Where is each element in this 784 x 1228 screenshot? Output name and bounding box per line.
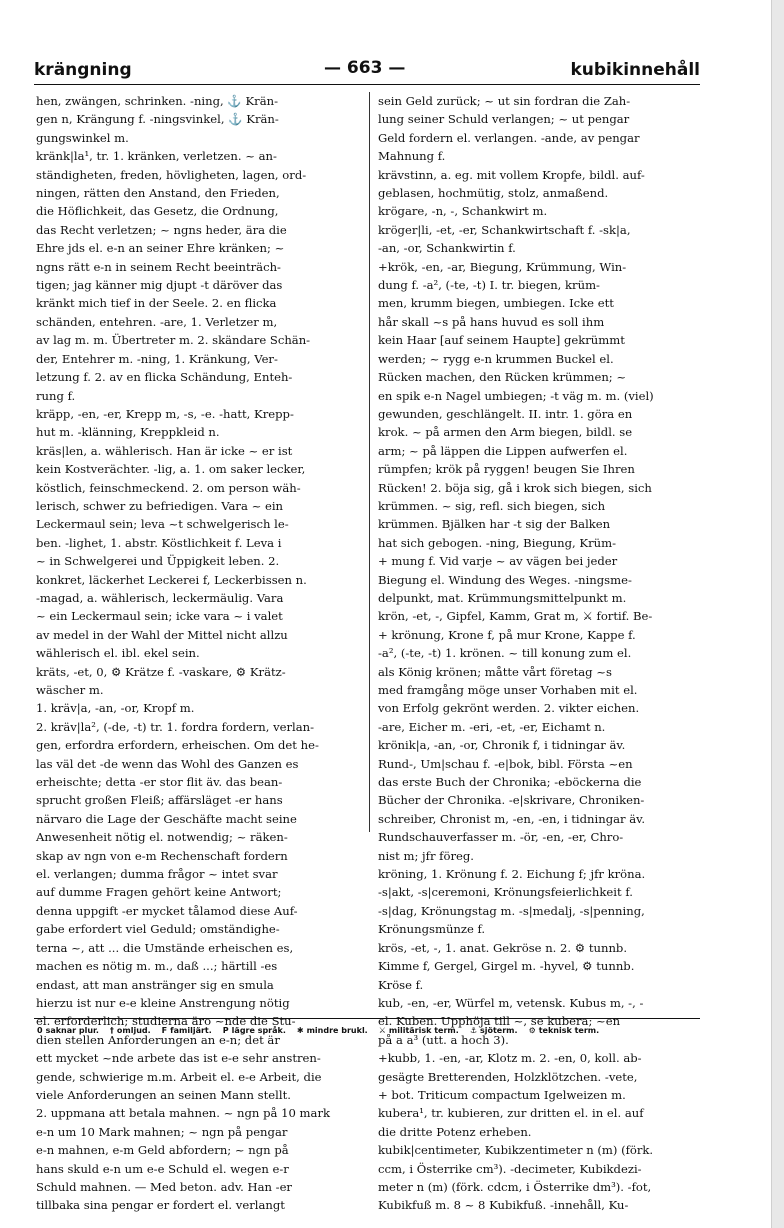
dictionary-line: von Erfolg gekrönt werden. 2. vikter eichen. [378, 701, 640, 716]
dictionary-line: wäscher m. [36, 683, 104, 697]
legend-label: saknar plur. [45, 1026, 99, 1035]
dictionary-line: sprucht großen Fleiß; affärsläget -er hans [36, 793, 283, 808]
dictionary-line: denna uppgift -er mycket tålamod diese Auf- [36, 903, 298, 918]
dictionary-line: krok. ~ på armen den Arm biegen, bildl. se [378, 425, 633, 440]
dictionary-line: Rundschauverfasser m. -ör, -en, -er, Chro- [378, 830, 624, 845]
dictionary-line: der, Entehrer m. -ning, 1. Kränkung, Ver- [36, 351, 278, 366]
dictionary-line: hen, zwängen, schrinken. -ning, ⚓ Krän- [36, 94, 279, 108]
dictionary-line: krögare, -n, -, Schankwirt m. [378, 204, 548, 219]
dictionary-line: kröger|li, -et, -er, Schankwirtschaft f. -sk|a, [378, 222, 631, 237]
dictionary-line: rung f. [36, 388, 76, 403]
dictionary-line: wählerisch el. ibl. ekel sein. [36, 646, 200, 661]
dictionary-line: 1. kräv|a, -an, -or, Kropf m. [36, 701, 195, 716]
dictionary-line: rümpfen; krök på ryggen! beugen Sie Ihren [378, 462, 635, 477]
legend-item [34, 1025, 99, 1036]
scan-edge [771, 0, 784, 1228]
dictionary-line: + bot. Triticum compactum Igelweizen m. [378, 1087, 626, 1102]
dictionary-line: Kröse f. [378, 977, 424, 992]
dictionary-line: konkret, läckerhet Leckerei f, Leckerbissen n. [36, 572, 307, 587]
dictionary-line: kröning, 1. Krönung f. 2. Eichung f; jfr kröna. [378, 867, 646, 882]
legend-label: militärisk term. [388, 1026, 459, 1035]
legend-symbol: ⚔ [378, 1026, 386, 1035]
column-divider [369, 92, 370, 832]
dictionary-line: Ehre jds el. e-n an seiner Ehre kränken; ~ [36, 241, 285, 256]
dictionary-line: als König krönen; måtte vårt företag ~s [378, 664, 612, 679]
header-headword-right: kubikinnehåll [570, 60, 700, 80]
page-header [34, 58, 700, 85]
dictionary-line: ccm, i Österrike cm³). -decimeter, Kubikdezi- [378, 1161, 642, 1176]
dictionary-line: tillbaka sina pengar er fordert el. verlangt [36, 1198, 285, 1213]
abbreviation-legend [34, 1018, 700, 1045]
dictionary-line: ~ ein Leckermaul sein; icke vara ~ i valet [36, 609, 283, 624]
dictionary-line: hans skuld e-n um e-e Schuld el. wegen e-r [36, 1161, 289, 1176]
legend-item [376, 1025, 459, 1036]
dictionary-line: hierzu ist nur e-e kleine Anstrengung nötig [36, 995, 290, 1010]
dictionary-line: Schuld mahnen. — Med beton. adv. Han -er [36, 1179, 292, 1194]
legend-symbol: 0 [37, 1026, 43, 1035]
dictionary-line: erheischte; detta -er stor flit äv. das bean- [36, 775, 283, 790]
dictionary-line: gen n, Krängung f. -ningsvinkel, ⚓ Krän- [36, 112, 279, 127]
dictionary-line: -s|akt, -s|ceremoni, Krönungsfeierlichkeit f. [378, 885, 633, 900]
legend-label: omljud. [116, 1026, 151, 1035]
dictionary-line: sein Geld zurück; ~ ut sin fordran die Zah- [378, 94, 631, 108]
dictionary-line: hut m. -klänning, Kreppkleid n. [36, 425, 220, 440]
dictionary-line: krönik|a, -an, -or, Chronik f, i tidningar äv. [378, 738, 626, 753]
dictionary-line: +kubb, 1. -en, -ar, Klotz m. 2. -en, 0, koll. ab- [378, 1051, 642, 1066]
page-number: — 663 — [324, 58, 406, 78]
dictionary-line: -s|dag, Krönungstag m. -s|medalj, -s|penning, [378, 903, 645, 918]
dictionary-line: el. Kuben. Upphöja till ~, se kubera; ~en [378, 1014, 621, 1029]
legend-item [294, 1025, 368, 1036]
dictionary-line: gabe erfordert viel Geduld; omständighe- [36, 922, 280, 937]
dictionary-line: letzung f. 2. av en flicka Schändung, Enteh- [36, 370, 293, 385]
dictionary-line: Anwesenheit nötig el. notwendig; ~ räken- [36, 830, 288, 845]
legend-symbol: ⚓ [469, 1026, 477, 1035]
legend-label: sjöterm. [479, 1026, 518, 1035]
dictionary-line: auf dumme Fragen gehört keine Antwort; [36, 885, 282, 900]
legend-label: lägre språk. [231, 1026, 286, 1035]
dictionary-line: kräs|len, a. wählerisch. Han är icke ~ er ist [36, 443, 293, 458]
dictionary-line: gungswinkel m. [36, 130, 129, 145]
dictionary-line: el. verlangen; dumma frågor ~ intet svar [36, 867, 278, 882]
dictionary-line: dien stellen Anforderungen an e-n; det är [36, 1032, 280, 1047]
legend-item [159, 1025, 212, 1036]
dictionary-line: ningen, rätten den Anstand, den Frieden, [36, 186, 280, 201]
dictionary-line: Rücken! 2. böja sig, gå i krok sich biegen, sich [378, 480, 652, 495]
dictionary-line: en spik e-n Nagel umbiegen; -t väg m. m. (viel) [378, 388, 654, 403]
dictionary-line: tigen; jag känner mig djupt -t däröver das [36, 278, 283, 293]
dictionary-line: ben. -lighet, 1. abstr. Köstlichkeit f. Leva i [36, 535, 282, 550]
dictionary-line: lerisch, schwer zu befriedigen. Vara ~ ein [36, 498, 284, 513]
dictionary-line: Bücher der Chronika. -e|skrivare, Chroniken- [378, 793, 645, 808]
dictionary-line: Biegung el. Windung des Weges. -ningsme- [378, 572, 632, 587]
dictionary-line: das Recht verletzen; ~ ngns heder, ära die [36, 222, 287, 237]
dictionary-line: + krönung, Krone f, på mur Krone, Kappe f. [378, 627, 636, 642]
dictionary-line: med framgång möge unser Vorhaben mit el. [378, 683, 638, 697]
dictionary-line: gen, erfordra erfordern, erheischen. Om det he- [36, 738, 319, 753]
legend-item [107, 1025, 151, 1036]
legend-symbol: F [161, 1026, 168, 1035]
dictionary-line: das erste Buch der Chronika; -eböckerna die [378, 775, 642, 790]
dictionary-line: endast, att man anstränger sig en smula [36, 977, 274, 992]
dictionary-line: kubik|centimeter, Kubikzentimeter n (m) (förk. [378, 1143, 654, 1158]
dictionary-line: gewunden, geschlängelt. II. intr. 1. göra en [378, 406, 633, 421]
dictionary-line: krümmen. Bjälken har -t sig der Balken [378, 517, 611, 532]
dictionary-line: hat sich gebogen. -ning, Biegung, Krüm- [378, 535, 617, 550]
dictionary-line: schreiber, Chronist m, -en, -en, i tidningar äv. [378, 811, 646, 826]
dictionary-line: meter n (m) (förk. cdcm, i Österrike dm³). -fot, [378, 1179, 652, 1194]
dictionary-line: ständigheten, freden, hövligheten, lagen, ord- [36, 167, 307, 182]
dictionary-line: kein Haar [auf seinem Haupte] gekrümmt [378, 333, 625, 348]
dictionary-line: Kimme f, Gergel, Girgel m. -hyvel, ⚙ tunnb. [378, 959, 635, 974]
legend-symbol: ✱ [296, 1026, 304, 1035]
dictionary-line: delpunkt, mat. Krümmungsmittelpunkt m. [378, 590, 627, 605]
dictionary-line: Rund-, Um|schau f. -e|bok, bibl. Första ~en [378, 756, 633, 771]
dictionary-line: Mahnung f. [378, 149, 446, 164]
dictionary-line: krös, -et, -, 1. anat. Gekröse n. 2. ⚙ tunnb. [378, 940, 628, 955]
legend-label: mindre brukl. [306, 1026, 368, 1035]
dictionary-line: werden; ~ rygg e-n krummen Buckel el. [378, 351, 614, 366]
dictionary-line: hår skall ~s på hans huvud es soll ihm [378, 314, 605, 329]
dictionary-line: -a², (-te, -t) 1. krönen. ~ till konung zum el. [378, 646, 632, 661]
dictionary-line: terna ~, att ... die Umstände erheischen es, [36, 940, 294, 955]
dictionary-line: Leckermaul sein; leva ~t schwelgerisch le- [36, 517, 289, 532]
dictionary-line: -magad, a. wählerisch, leckermäulig. Vara [36, 590, 284, 605]
dictionary-line: krävstinn, a. eg. mit vollem Kropfe, bildl. auf- [378, 167, 645, 182]
dictionary-line: -an, -or, Schankwirtin f. [378, 241, 516, 256]
dictionary-line: gende, schwierige m.m. Arbeit el. e-e Arbeit, die [36, 1069, 322, 1084]
dictionary-line: machen es nötig m. m., daß ...; härtill -es [36, 959, 278, 974]
dictionary-line: men, krumm biegen, umbiegen. Icke ett [378, 296, 614, 311]
dictionary-line: arm; ~ på läppen die Lippen aufwerfen el. [378, 443, 628, 458]
legend-symbol: † [109, 1026, 114, 1035]
dictionary-line: kränkt mich tief in der Seele. 2. en flicka [36, 296, 277, 311]
dictionary-line: el. erforderlich; studierna äro ~nde die Stu- [36, 1014, 296, 1029]
dictionary-line: lung seiner Schuld verlangen; ~ ut pengar [378, 112, 630, 127]
dictionary-line: ngns rätt e-n in seinem Recht beeinträch- [36, 259, 281, 274]
dictionary-line: dung f. -a², (-te, -t) I. tr. biegen, krüm- [378, 278, 600, 293]
dictionary-line: gesägte Bretterenden, Holzklötzchen. -vete, [378, 1069, 638, 1084]
dictionary-line: die dritte Potenz erheben. [378, 1124, 532, 1139]
dictionary-line: Krönungsmünze f. [378, 922, 486, 937]
legend-symbol: P [222, 1026, 229, 1035]
header-headword-left: krängning [34, 60, 132, 80]
dictionary-line: kränk|la¹, tr. 1. kränken, verletzen. ~ an- [36, 149, 277, 164]
dictionary-line: schänden, entehren. -are, 1. Verletzer m, [36, 314, 278, 329]
dictionary-line: av medel in der Wahl der Mittel nicht allzu [36, 627, 288, 642]
dictionary-line: geblasen, hochmütig, stolz, anmaßend. [378, 186, 609, 201]
dictionary-line: skap av ngn von e-m Rechenschaft fordern [36, 848, 288, 863]
legend-symbol: ⚙ [528, 1026, 536, 1035]
legend-item [526, 1025, 600, 1036]
dictionary-line: Rücken machen, den Rücken krümmen; ~ [378, 370, 627, 385]
dictionary-line: die Höflichkeit, das Gesetz, die Ordnung, [36, 204, 279, 219]
dictionary-line: 2. uppmana att betala mahnen. ~ ngn på 10 mark [36, 1106, 331, 1121]
legend-item [220, 1025, 286, 1036]
dictionary-line: kein Kostverächter. -lig, a. 1. om saker lecker, [36, 462, 306, 477]
dictionary-line: + mung f. Vid varje ~ av vägen bei jeder [378, 554, 618, 569]
dictionary-line: kub, -en, -er, Würfel m, vetensk. Kubus m, -, - [378, 995, 644, 1010]
dictionary-line: kubera¹, tr. kubieren, zur dritten el. in el. auf [378, 1106, 644, 1121]
legend-label: teknisk term. [538, 1026, 600, 1035]
dictionary-line: ~ in Schwelgerei und Üppigkeit leben. 2. [36, 554, 280, 569]
dictionary-line: krön, -et, -, Gipfel, Kamm, Grat m, ⚔ fortif. Be- [378, 609, 653, 624]
legend-label: familjärt. [170, 1026, 212, 1035]
dictionary-line: kräts, -et, 0, ⚙ Krätze f. -vaskare, ⚙ Krätz- [36, 664, 286, 679]
dictionary-line: krümmen. ~ sig, refl. sich biegen, sich [378, 498, 606, 513]
legend-item [467, 1025, 518, 1036]
dictionary-line: e-n mahnen, e-m Geld abfordern; ~ ngn på [36, 1143, 289, 1158]
dictionary-line: viele Anforderungen an seinen Mann stellt. [36, 1087, 291, 1102]
dictionary-line: 2. kräv|la², (-de, -t) tr. 1. fordra fordern, verlan- [36, 719, 315, 734]
dictionary-line: +krök, -en, -ar, Biegung, Krümmung, Win- [378, 259, 627, 274]
dictionary-line: -are, Eicher m. -eri, -et, -er, Eichamt n. [378, 719, 606, 734]
dictionary-line: ett mycket ~nde arbete das ist e-e sehr anstren- [36, 1051, 321, 1066]
dictionary-line: på a a³ (utt. a hoch 3). [378, 1032, 509, 1047]
dictionary-line: Geld fordern el. verlangen. -ande, av pengar [378, 130, 640, 145]
dictionary-line: köstlich, feinschmeckend. 2. om person wäh- [36, 480, 301, 495]
dictionary-line: närvaro die Lage der Geschäfte macht seine [36, 811, 297, 826]
dictionary-line: e-n um 10 Mark mahnen; ~ ngn på pengar [36, 1124, 288, 1139]
dictionary-line: Kubikfuß m. 8 ~ 8 Kubikfuß. -innehåll, Ku- [378, 1198, 629, 1213]
dictionary-line: kräpp, -en, -er, Krepp m, -s, -e. -hatt, Krepp- [36, 406, 294, 421]
dictionary-line: nist m; jfr föreg. [378, 848, 474, 863]
dictionary-line: las väl det -de wenn das Wohl des Ganzen es [36, 756, 299, 771]
dictionary-line: av lag m. m. Übertreter m. 2. skändare Schän- [36, 333, 311, 348]
